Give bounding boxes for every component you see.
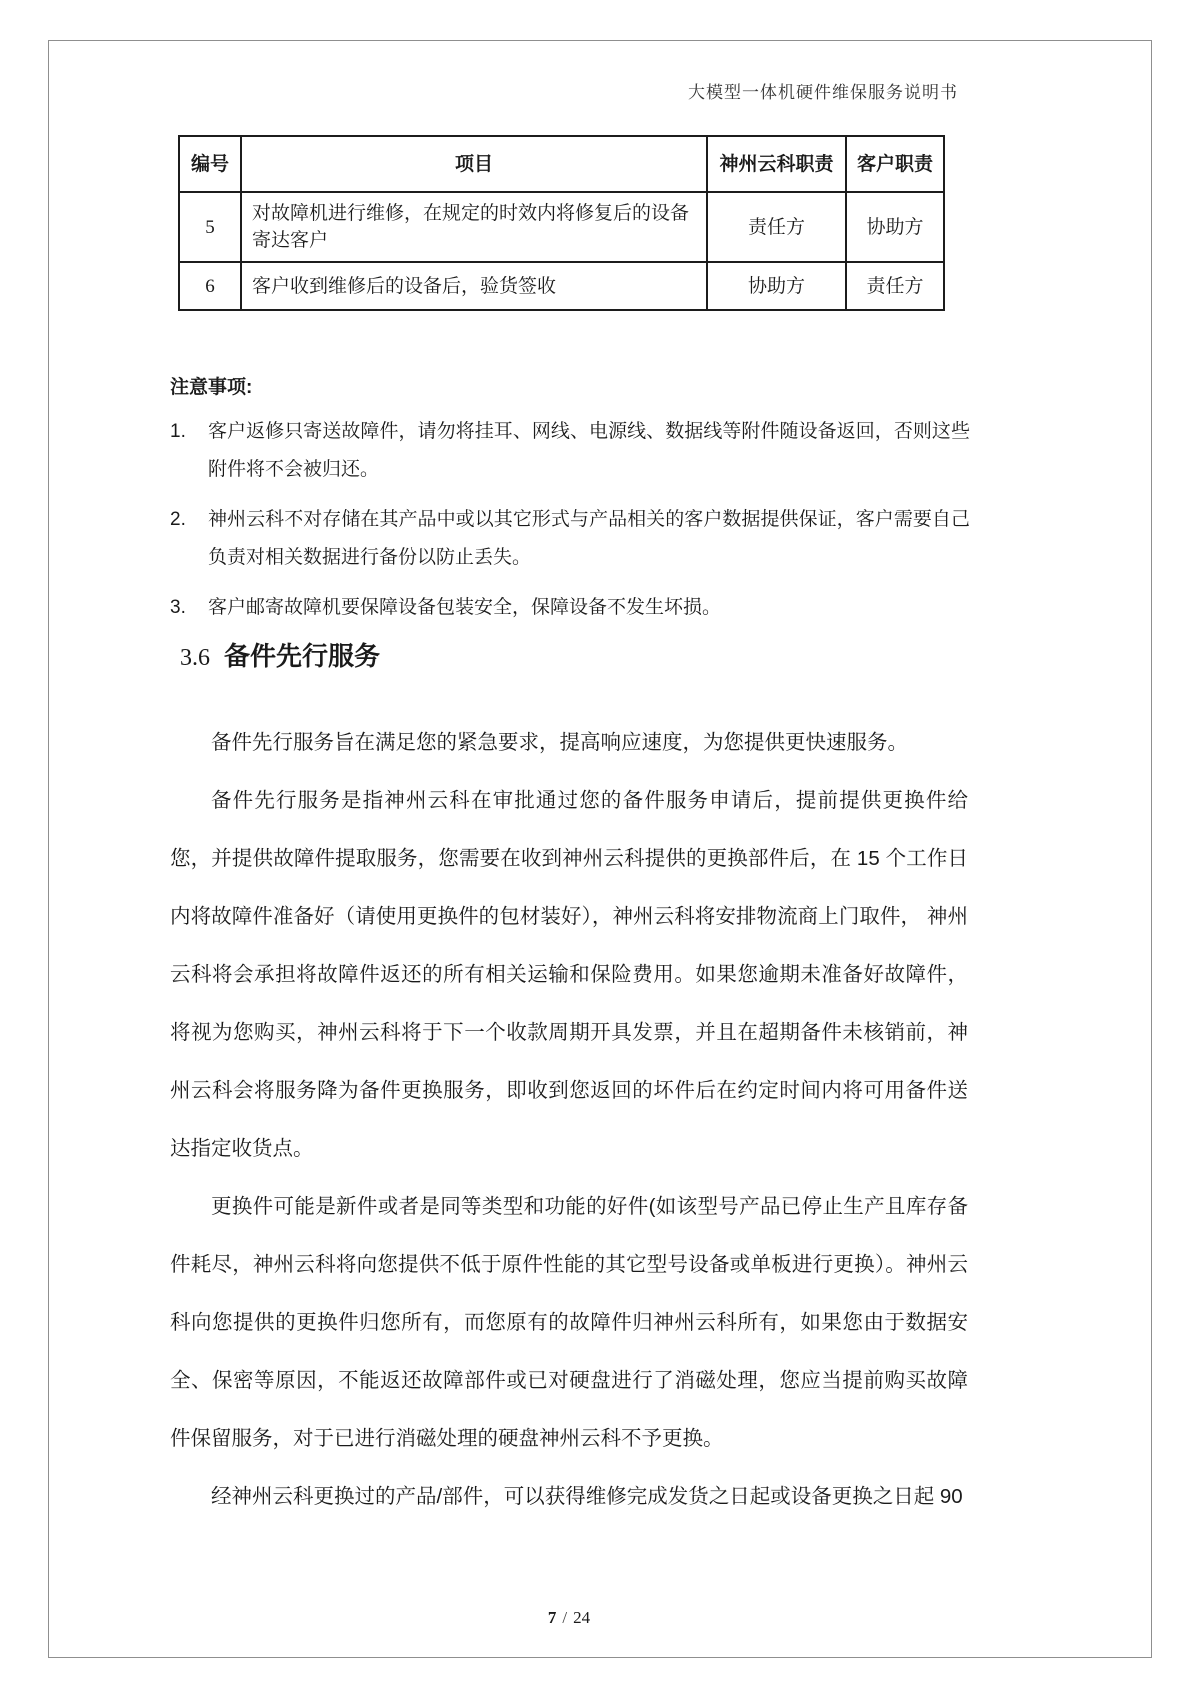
table-row [179,192,944,262]
notes-section [170,372,970,639]
page-number-separator: / [562,1608,568,1627]
paragraph: 更换件可能是新件或者是同等类型和功能的好件(如该型号产品已停止生产且库存备件耗尽，神州云科将向您提供不低于原件性能的其它型号设备或单板进行更换）。神州云科向您提供的更换件归您所有，而您原有的故障件归神州云科所有，如果您由于数据安全、保密等原因，不能返还故障部件或已对硬盘进行了消磁处理，您应当提前购买故障件保留服务，对于已进行消磁处理的硬盘神州云科不予更换。 [170,1195,968,1450]
table-row [179,262,944,310]
column-header-vendor-duty: 神州云科职责 [707,136,846,192]
list-item [170,589,970,627]
cell-row-number: 6 [179,262,241,310]
page-footer [170,1608,968,1628]
cell-vendor-role: 责任方 [707,192,846,262]
cell-customer-role: 责任方 [846,262,944,310]
cell-customer-role: 协助方 [846,192,944,262]
column-header-customer-duty: 客户职责 [846,136,944,192]
list-item-number: 2. [170,509,186,530]
list-item-number: 1. [170,421,186,442]
list-item-text: 神州云科不对存储在其产品中或以其它形式与产品相关的客户数据提供保证，客户需要自己负责对相关数据进行备份以防止丢失。 [208,509,970,568]
section-number: 3.6 [180,645,210,671]
list-item-text: 客户返修只寄送故障件，请勿将挂耳、网线、电源线、数据线等附件随设备返回，否则这些附件将不会被归还。 [208,421,970,480]
list-item [170,413,970,489]
cell-vendor-role: 协助方 [707,262,846,310]
cell-item-description: 客户收到维修后的设备后，验货签收 [241,262,707,310]
list-item-number: 3. [170,597,186,618]
document-header-title: 大模型一体机硬件维保服务说明书 [688,83,958,102]
table-header-row [179,136,944,192]
notes-title: 注意事项: [170,377,253,398]
page-number-total: 24 [573,1608,591,1627]
cell-row-number: 5 [179,192,241,262]
paragraph: 经神州云科更换过的产品/部件，可以获得维修完成发货之日起或设备更换之日起 90 [211,1485,963,1508]
list-item-text: 客户邮寄故障机要保障设备包装安全，保障设备不发生坏损。 [208,597,722,618]
column-header-item: 项目 [241,136,707,192]
body-text [170,714,968,1526]
list-item [170,501,970,577]
section-title: 备件先行服务 [224,641,381,671]
responsibility-table [178,135,945,311]
cell-item-description: 对故障机进行维修，在规定的时效内将修复后的设备寄达客户 [241,192,707,262]
page-number-current: 7 [547,1608,557,1627]
section-heading [180,636,380,673]
paragraph: 备件先行服务旨在满足您的紧急要求，提高响应速度，为您提供更快速服务。 [211,731,908,754]
paragraph: 备件先行服务是指神州云科在审批通过您的备件服务申请后，提前提供更换件给您，并提供故障件提取服务，您需要在收到神州云科提供的更换部件后，在 15 个工作日内将故障件准备好（请使用更换件的包材装好），神州云科将安排物流商上门取件， 神州云科将会承担将故障件返还的所有相关运输和保险费用。如果您逾期未准备好故障件，将视为您购买，神州云科将于下一个收款周期开具发票，并且在超期备件未核销前，神州云科会将服务降为备件更换服务，即收到您返回的坏件后在约定时间内将可用备件送达指定收货点。 [170,789,968,1160]
column-header-number: 编号 [179,136,241,192]
